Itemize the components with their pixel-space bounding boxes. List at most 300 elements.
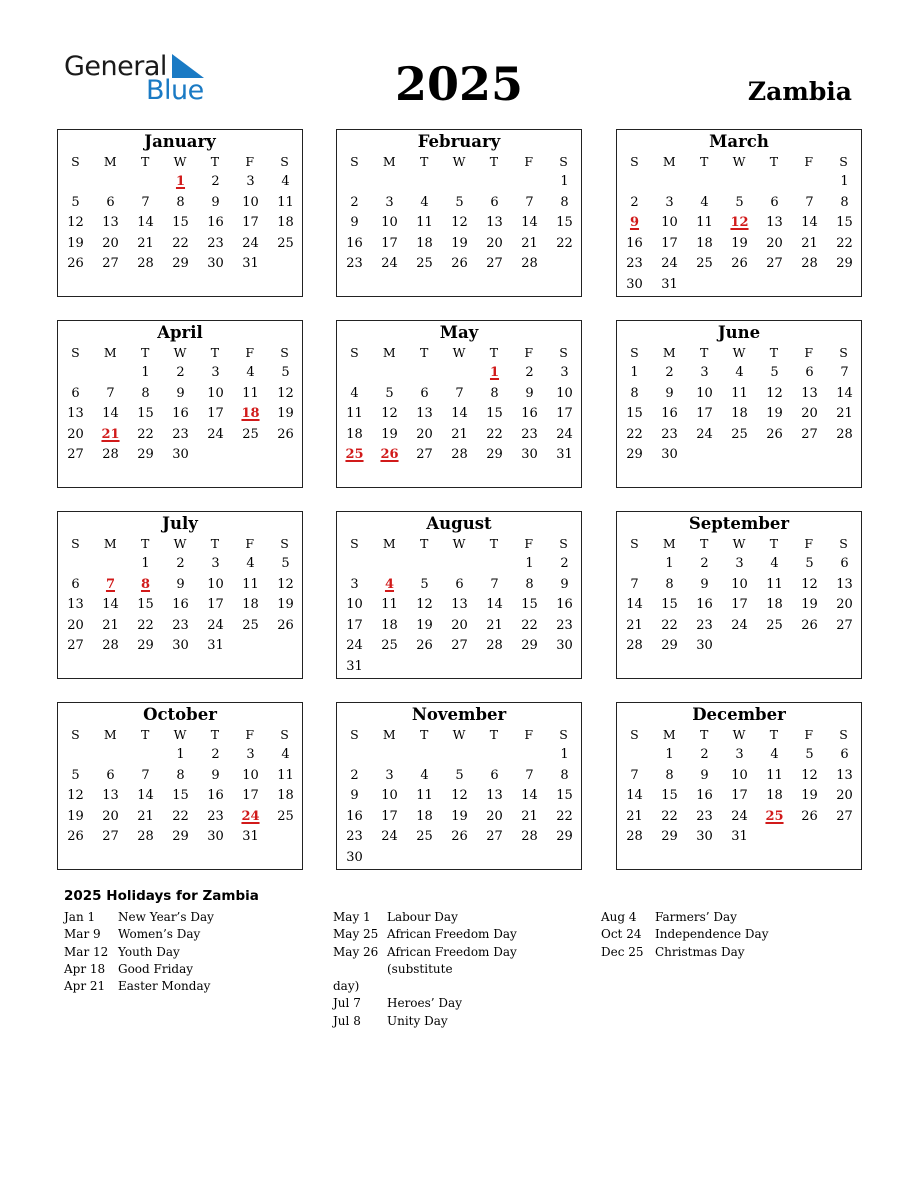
day-cell: 12: [801, 767, 818, 783]
weekday-label: F: [804, 536, 814, 551]
day-cell: 24: [381, 829, 398, 845]
day-cell: 14: [137, 788, 154, 804]
day-cell: 22: [137, 426, 154, 442]
day-cell: 15: [521, 597, 538, 613]
day-cell: 20: [451, 617, 468, 633]
weekday-header: [337, 534, 581, 554]
day-cell: 1: [525, 556, 534, 571]
day-cell: 6: [840, 747, 849, 762]
day-cell: 15: [836, 215, 853, 231]
day-cell: 19: [801, 597, 818, 613]
month-name: December: [692, 705, 786, 724]
day-cell: 9: [525, 385, 534, 401]
day-cell: 31: [556, 447, 573, 463]
day-cell: 17: [696, 406, 713, 422]
empty-cell: [477, 554, 512, 575]
day-cell: 17: [242, 215, 259, 231]
day-cell: 6: [455, 576, 464, 592]
weekday-label: T: [419, 536, 429, 551]
weekday-label: F: [524, 154, 534, 169]
day-cell: 1: [665, 556, 674, 571]
day-cell: 23: [207, 808, 224, 824]
day-cell: 21: [836, 406, 853, 422]
day-cell: 24: [731, 617, 748, 633]
day-cell: 4: [420, 767, 429, 783]
holiday-entry: [333, 926, 577, 943]
day-cell: 24: [207, 617, 224, 633]
day-cell: 25: [731, 426, 748, 442]
day-cell: 9: [665, 385, 674, 401]
weekday-label: T: [769, 154, 779, 169]
day-cell: 22: [556, 235, 573, 251]
day-cell: 15: [556, 215, 573, 231]
day-cell: 13: [102, 788, 119, 804]
weekday-label: T: [699, 536, 709, 551]
month-august: [336, 511, 582, 679]
day-cell: 1: [840, 174, 849, 189]
empty-cell: [337, 745, 372, 766]
day-cell: 10: [207, 576, 224, 592]
weekday-label: T: [210, 727, 220, 742]
weekday-label: S: [280, 345, 289, 360]
weekday-header: [617, 534, 861, 554]
holiday-day-cell: 12: [730, 215, 749, 231]
day-cell: 1: [630, 365, 639, 380]
empty-cell: [652, 172, 687, 193]
day-grid: [337, 554, 581, 678]
holiday-date: Oct 24: [601, 927, 642, 942]
day-cell: 26: [67, 256, 84, 272]
day-cell: 22: [521, 617, 538, 633]
weekday-label: S: [839, 154, 848, 169]
day-cell: 26: [67, 829, 84, 845]
day-cell: 1: [141, 365, 150, 380]
empty-cell: [372, 172, 407, 193]
holiday-date: Jul 8: [333, 1013, 361, 1028]
day-cell: 10: [207, 385, 224, 401]
day-cell: 23: [521, 426, 538, 442]
weekday-label: S: [350, 154, 359, 169]
day-cell: 23: [696, 808, 713, 824]
day-cell: 17: [731, 788, 748, 804]
day-cell: 14: [102, 406, 119, 422]
holiday-day-cell: 26: [380, 447, 399, 463]
holiday-name-continued: day): [333, 979, 360, 994]
day-cell: 24: [242, 235, 259, 251]
day-cell: 29: [137, 638, 154, 654]
day-cell: 25: [416, 256, 433, 272]
holiday-day-cell: 9: [629, 215, 640, 231]
day-cell: 16: [172, 406, 189, 422]
weekday-label: T: [140, 536, 150, 551]
day-cell: 11: [766, 576, 783, 592]
day-cell: 12: [766, 385, 783, 401]
day-cell: 22: [172, 808, 189, 824]
day-cell: 6: [71, 385, 80, 401]
day-cell: 21: [486, 617, 503, 633]
day-cell: 17: [207, 597, 224, 613]
weekday-label: S: [630, 727, 639, 742]
day-cell: 29: [486, 447, 503, 463]
day-cell: 27: [102, 256, 119, 272]
day-cell: 3: [211, 365, 220, 380]
holiday-day-cell: 18: [241, 406, 260, 422]
day-cell: 7: [490, 576, 499, 592]
weekday-label: T: [419, 345, 429, 360]
day-cell: 9: [560, 576, 569, 592]
holiday-day-cell: 8: [140, 576, 151, 592]
day-cell: 26: [451, 829, 468, 845]
weekday-header: [337, 343, 581, 363]
month-september: [616, 511, 862, 679]
holiday-name: Women’s Day: [118, 927, 201, 942]
empty-cell: [442, 363, 477, 384]
holiday-name: Good Friday: [118, 961, 194, 976]
day-cell: 17: [556, 406, 573, 422]
holiday-day-cell: 25: [345, 447, 364, 463]
holiday-column: [333, 909, 577, 1030]
weekday-label: F: [524, 536, 534, 551]
day-cell: 12: [416, 597, 433, 613]
day-cell: 25: [381, 638, 398, 654]
month-june: [616, 320, 862, 488]
day-grid: [617, 554, 861, 657]
empty-cell: [93, 554, 128, 575]
holiday-day-cell: 1: [175, 174, 186, 189]
weekday-label: M: [103, 154, 117, 169]
weekday-label: T: [489, 727, 499, 742]
day-cell: 31: [242, 256, 259, 272]
holiday-name: New Year’s Day: [118, 910, 214, 924]
holiday-entry: [64, 926, 308, 943]
empty-cell: [58, 363, 93, 384]
holiday-date: Jan 1: [64, 910, 96, 924]
empty-cell: [792, 172, 827, 193]
day-cell: 16: [207, 788, 224, 804]
day-cell: 11: [277, 194, 294, 210]
weekday-label: W: [452, 154, 466, 169]
empty-cell: [757, 172, 792, 193]
day-cell: 9: [350, 788, 359, 804]
day-cell: 27: [486, 256, 503, 272]
holiday-name: Labour Day: [387, 910, 458, 924]
weekday-label: S: [630, 536, 639, 551]
day-cell: 14: [137, 215, 154, 231]
day-cell: 11: [277, 767, 294, 783]
day-cell: 14: [626, 597, 643, 613]
day-cell: 27: [416, 447, 433, 463]
day-grid: [337, 745, 581, 869]
day-cell: 13: [451, 597, 468, 613]
weekday-label: T: [210, 345, 220, 360]
holiday-date: Dec 25: [601, 944, 644, 959]
day-cell: 6: [840, 556, 849, 571]
weekday-header: [337, 152, 581, 172]
holiday-name: African Freedom Day: [387, 927, 517, 942]
day-cell: 15: [172, 788, 189, 804]
day-cell: 8: [560, 767, 569, 783]
day-cell: 24: [207, 426, 224, 442]
month-name: October: [143, 705, 217, 724]
day-cell: 5: [281, 556, 290, 571]
day-cell: 1: [141, 556, 150, 571]
day-cell: 19: [67, 808, 84, 824]
weekday-label: M: [662, 154, 676, 169]
day-cell: 17: [207, 406, 224, 422]
day-cell: 24: [661, 256, 678, 272]
day-cell: 4: [770, 556, 779, 571]
day-cell: 5: [385, 385, 394, 401]
day-cell: 9: [211, 767, 220, 783]
day-grid: [337, 363, 581, 466]
weekday-header: [617, 725, 861, 745]
day-cell: 30: [172, 447, 189, 463]
day-cell: 22: [486, 426, 503, 442]
day-cell: 18: [696, 235, 713, 251]
day-cell: 23: [207, 235, 224, 251]
year-title: 2025: [394, 57, 524, 111]
day-cell: 28: [836, 426, 853, 442]
day-cell: 6: [71, 576, 80, 592]
day-cell: 21: [521, 808, 538, 824]
weekday-label: M: [662, 536, 676, 551]
day-cell: 11: [416, 788, 433, 804]
day-cell: 11: [416, 215, 433, 231]
day-cell: 2: [176, 365, 185, 380]
day-cell: 16: [626, 235, 643, 251]
day-cell: 7: [525, 194, 534, 210]
weekday-label: W: [452, 727, 466, 742]
month-march: [616, 129, 862, 297]
month-february: [336, 129, 582, 297]
day-cell: 18: [277, 788, 294, 804]
day-cell: 8: [665, 576, 674, 592]
weekday-label: T: [489, 345, 499, 360]
holiday-entry: [333, 909, 577, 926]
weekday-label: S: [559, 345, 568, 360]
day-cell: 8: [630, 385, 639, 401]
day-cell: 3: [560, 365, 569, 380]
day-cell: 24: [731, 808, 748, 824]
day-cell: 11: [766, 767, 783, 783]
day-cell: 31: [731, 829, 748, 845]
day-cell: 19: [801, 788, 818, 804]
empty-cell: [372, 363, 407, 384]
holiday-entry: [601, 944, 845, 961]
weekday-label: T: [210, 154, 220, 169]
day-cell: 18: [346, 426, 363, 442]
day-grid: [617, 745, 861, 848]
day-cell: 4: [420, 194, 429, 210]
day-cell: 6: [770, 194, 779, 210]
day-cell: 23: [172, 426, 189, 442]
day-cell: 11: [381, 597, 398, 613]
month-name: April: [157, 323, 203, 342]
day-cell: 28: [137, 829, 154, 845]
day-cell: 30: [172, 638, 189, 654]
empty-cell: [442, 745, 477, 766]
day-cell: 21: [801, 235, 818, 251]
day-cell: 26: [416, 638, 433, 654]
day-cell: 20: [67, 426, 84, 442]
day-cell: 11: [242, 576, 259, 592]
day-cell: 5: [420, 576, 429, 592]
holiday-entry: [64, 909, 308, 926]
day-cell: 31: [242, 829, 259, 845]
day-cell: 10: [731, 767, 748, 783]
month-name: March: [709, 132, 769, 151]
holiday-day-cell: 25: [765, 808, 784, 824]
day-cell: 26: [801, 617, 818, 633]
day-cell: 7: [141, 194, 150, 210]
logo-text-general: General: [64, 51, 167, 82]
weekday-label: M: [382, 536, 396, 551]
weekday-label: W: [732, 536, 746, 551]
day-cell: 25: [242, 617, 259, 633]
day-cell: 2: [630, 194, 639, 210]
weekday-header: [58, 343, 302, 363]
day-grid: [58, 363, 302, 466]
day-cell: 20: [67, 617, 84, 633]
weekday-label: S: [839, 345, 848, 360]
day-cell: 23: [661, 426, 678, 442]
holiday-name: Unity Day: [387, 1013, 448, 1028]
day-cell: 3: [350, 576, 359, 592]
day-cell: 4: [281, 747, 290, 762]
day-cell: 20: [102, 808, 119, 824]
weekday-label: T: [699, 345, 709, 360]
day-cell: 29: [836, 256, 853, 272]
empty-cell: [722, 172, 757, 193]
month-october: [57, 702, 303, 870]
day-cell: 15: [661, 788, 678, 804]
day-cell: 16: [346, 235, 363, 251]
weekday-label: S: [71, 727, 80, 742]
day-cell: 19: [416, 617, 433, 633]
day-cell: 29: [661, 638, 678, 654]
holiday-date: May 25: [333, 927, 379, 942]
weekday-label: M: [103, 536, 117, 551]
day-cell: 19: [451, 808, 468, 824]
day-cell: 13: [766, 215, 783, 231]
holiday-date: Mar 9: [64, 927, 101, 942]
day-cell: 10: [556, 385, 573, 401]
day-cell: 16: [521, 406, 538, 422]
holiday-entry: [64, 944, 308, 961]
month-may: [336, 320, 582, 488]
weekday-label: S: [839, 536, 848, 551]
day-grid: [58, 172, 302, 275]
day-cell: 8: [490, 385, 499, 401]
day-cell: 5: [281, 365, 290, 380]
day-cell: 2: [700, 747, 709, 762]
weekday-label: F: [245, 727, 255, 742]
day-cell: 31: [207, 638, 224, 654]
day-cell: 5: [71, 194, 80, 210]
day-cell: 29: [172, 829, 189, 845]
weekday-label: W: [173, 536, 187, 551]
day-grid: [58, 745, 302, 848]
day-cell: 28: [521, 829, 538, 845]
day-cell: 23: [346, 256, 363, 272]
day-cell: 22: [661, 617, 678, 633]
weekday-label: T: [489, 154, 499, 169]
day-cell: 15: [486, 406, 503, 422]
day-cell: 30: [346, 849, 363, 865]
day-cell: 28: [137, 256, 154, 272]
empty-cell: [337, 363, 372, 384]
day-cell: 27: [801, 426, 818, 442]
weekday-label: S: [280, 154, 289, 169]
day-cell: 2: [350, 767, 359, 783]
day-cell: 14: [801, 215, 818, 231]
day-cell: 2: [700, 556, 709, 571]
day-grid: [617, 172, 861, 296]
day-cell: 24: [696, 426, 713, 442]
day-cell: 15: [556, 788, 573, 804]
holiday-date: Aug 4: [601, 910, 637, 924]
logo-text-blue: Blue: [146, 75, 204, 106]
day-cell: 27: [67, 447, 84, 463]
day-cell: 27: [836, 617, 853, 633]
day-cell: 1: [665, 747, 674, 762]
holiday-day-cell: 21: [101, 426, 120, 442]
holiday-date: Jul 7: [333, 996, 361, 1011]
holiday-entry: [601, 909, 845, 926]
day-cell: 6: [106, 194, 115, 210]
day-cell: 27: [67, 638, 84, 654]
empty-cell: [128, 172, 163, 193]
weekday-header: [58, 152, 302, 172]
day-cell: 12: [801, 576, 818, 592]
weekday-header: [617, 152, 861, 172]
weekday-label: T: [140, 345, 150, 360]
weekday-header: [617, 343, 861, 363]
day-cell: 3: [385, 194, 394, 210]
day-cell: 28: [626, 638, 643, 654]
day-cell: 25: [242, 426, 259, 442]
day-cell: 28: [521, 256, 538, 272]
day-cell: 19: [67, 235, 84, 251]
holiday-column: [64, 909, 308, 995]
empty-cell: [372, 554, 407, 575]
holiday-date: Mar 12: [64, 944, 109, 959]
weekday-header: [58, 534, 302, 554]
day-cell: 2: [665, 365, 674, 380]
day-cell: 9: [700, 576, 709, 592]
day-cell: 19: [451, 235, 468, 251]
day-cell: 9: [176, 576, 185, 592]
weekday-label: F: [524, 345, 534, 360]
weekday-label: T: [769, 536, 779, 551]
empty-cell: [372, 745, 407, 766]
weekday-label: W: [452, 536, 466, 551]
day-cell: 28: [801, 256, 818, 272]
holiday-name: Easter Monday: [118, 979, 211, 994]
day-cell: 13: [102, 215, 119, 231]
day-cell: 4: [246, 365, 255, 380]
day-cell: 16: [696, 788, 713, 804]
day-cell: 11: [346, 406, 363, 422]
empty-cell: [58, 745, 93, 766]
weekday-label: F: [245, 536, 255, 551]
day-cell: 22: [661, 808, 678, 824]
day-cell: 3: [385, 767, 394, 783]
day-cell: 23: [172, 617, 189, 633]
day-cell: 29: [661, 829, 678, 845]
weekday-label: F: [804, 345, 814, 360]
day-cell: 25: [277, 235, 294, 251]
